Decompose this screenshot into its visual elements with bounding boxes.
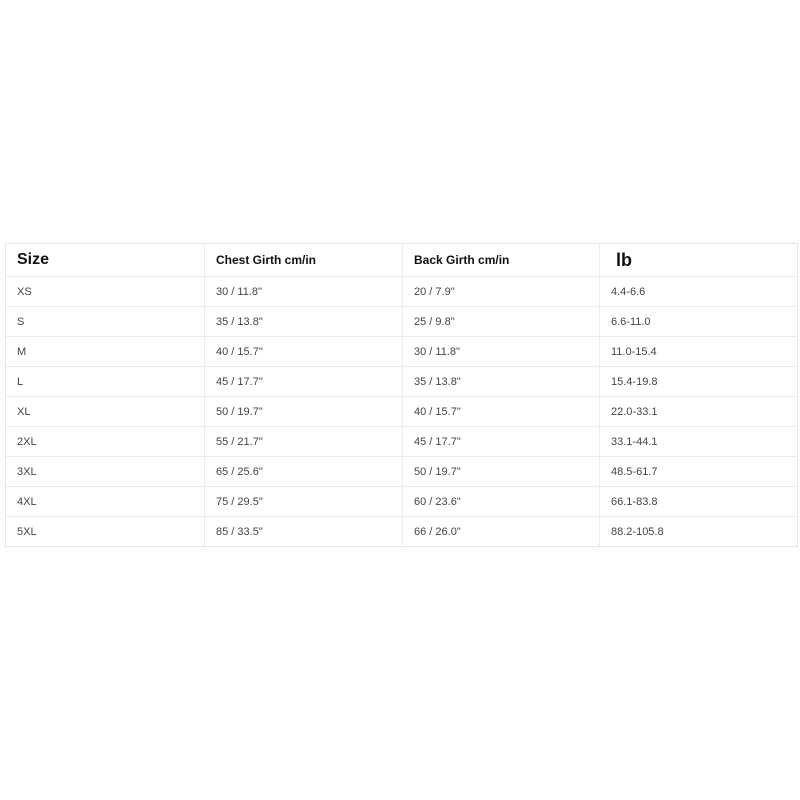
table-row	[6, 337, 798, 367]
cell-size: XS	[6, 277, 205, 307]
cell-size: 3XL	[6, 457, 205, 487]
cell-back-girth: 40 / 15.7"	[403, 397, 600, 427]
cell-weight-lb: 88.2-105.8	[611, 525, 664, 538]
table-row	[6, 367, 798, 397]
cell-size: 4XL	[6, 487, 205, 517]
cell-back-girth: 50 / 19.7"	[403, 457, 600, 487]
cell-chest-girth: 30 / 11.8"	[205, 277, 403, 307]
cell-back-girth: 45 / 17.7"	[403, 427, 600, 457]
cell-chest-girth: 45 / 17.7"	[205, 367, 403, 397]
table-row	[6, 517, 798, 547]
cell-weight-lb: 6.6-11.0	[600, 307, 798, 337]
cell-chest-girth: 85 / 33.5"	[205, 517, 403, 547]
cell-weight-lb: 11.0-15.4	[600, 337, 798, 367]
cell-chest-girth: 50 / 19.7"	[205, 397, 403, 427]
cell-chest-girth: 55 / 21.7"	[205, 427, 403, 457]
cell-size: L	[6, 367, 205, 397]
cell-back-girth: 30 / 11.8"	[403, 337, 600, 367]
size-chart-table	[5, 243, 798, 547]
cell-chest-girth: 35 / 13.8"	[205, 307, 403, 337]
cell-size: 2XL	[6, 427, 205, 457]
cell-weight-lb: 22.0-33.1	[600, 397, 798, 427]
cell-back-girth: 35 / 13.8"	[403, 367, 600, 397]
table-row	[6, 277, 798, 307]
table-row	[6, 487, 798, 517]
cell-chest-girth: 65 / 25.6"	[205, 457, 403, 487]
cell-weight-lb: 4.4-6.6	[600, 277, 798, 307]
cell-chest-girth: 40 / 15.7"	[205, 337, 403, 367]
cell-size: M	[6, 337, 205, 367]
header-back-girth: Back Girth cm/in	[403, 244, 600, 277]
cell-weight-lb: 48.5-61.7	[600, 457, 798, 487]
header-chest-girth: Chest Girth cm/in	[205, 244, 403, 277]
table-row	[6, 307, 798, 337]
cell-weight-lb: 66.1-83.8	[600, 487, 798, 517]
cell-size: S	[6, 307, 205, 337]
header-size: Size	[6, 244, 205, 277]
header-weight-lb: lb	[600, 244, 798, 277]
cell-back-girth: 60 / 23.6"	[403, 487, 600, 517]
cell-back-girth: 66 / 26.0"	[403, 517, 600, 547]
cell-size: 5XL	[6, 517, 205, 547]
table-row	[6, 457, 798, 487]
cell-weight-lb: 15.4-19.8	[600, 367, 798, 397]
cell-chest-girth: 75 / 29.5"	[205, 487, 403, 517]
cell-back-girth: 25 / 9.8"	[403, 307, 600, 337]
cell-size: XL	[6, 397, 205, 427]
table-row	[6, 427, 798, 457]
cell-weight-lb: 33.1-44.1	[600, 427, 798, 457]
table-body	[6, 277, 798, 547]
table-header-row	[6, 244, 798, 277]
table-row	[6, 397, 798, 427]
cell-back-girth: 20 / 7.9"	[403, 277, 600, 307]
